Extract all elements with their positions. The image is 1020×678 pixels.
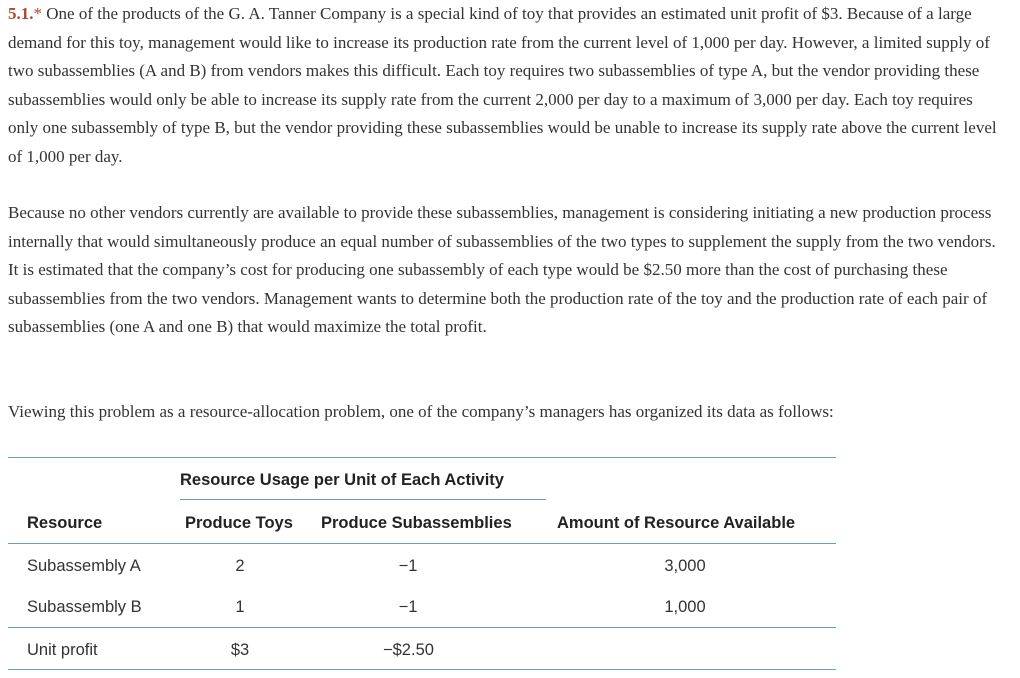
header-resource: Resource: [27, 514, 103, 532]
header-amount-available: Amount of Resource Available: [557, 514, 796, 532]
row-subassembly-b-label: Subassembly B: [27, 598, 142, 616]
header-produce-toys: Produce Toys: [185, 514, 293, 532]
header-rule: [8, 543, 836, 544]
group-header-rule: [180, 499, 546, 500]
problem-paragraph-2: Because no other vendors currently are available to provide these subassemblies, management is considering initiating a new production process internally that would simultaneously produce an equal number of subassemblies of the two types to supplement the supply from the two vendors. It is estimated that the company’s cost for producing one subassembly of each type would be $2.50 more than the cost of purchasing these subassemblies from the two vendors. Management wants to determine both the production rate of the toy and the production rate of each pair of subassemblies (one A and one B) that would maximize the total profit.: [8, 203, 996, 337]
paragraph-1-text: One of the products of the G. A. Tanner Company is a special kind of toy that provides an estimated unit profit of $3. Because of a large demand for this toy, management would like to increase its production rate from the current level of 1,000 per day. However, a limited supply of two subassemblies (A and B) from vendors makes this difficult. Each toy requires two subassemblies of type A, but the vendor providing these subassemblies would only be able to increase its supply rate from the current 2,000 per day to a maximum of 3,000 per day. Each toy requires only one subassembly of type B, but the vendor providing these subassemblies would be unable to increase its supply rate above the current level of 1,000 per day.: [8, 4, 997, 166]
problem-paragraph-1: [0, 0, 998, 172]
row-unit-profit-label: Unit profit: [27, 641, 98, 659]
row-subassembly-b-available: 1,000: [664, 598, 706, 616]
row-unit-profit-subassemblies: −$2.50: [383, 641, 434, 659]
body-rule: [8, 627, 836, 628]
problem-number: 5.1.: [8, 4, 34, 23]
row-subassembly-a-subassemblies: −1: [398, 557, 418, 575]
row-unit-profit-toys: $3: [230, 641, 250, 659]
table-top-rule: [8, 457, 836, 458]
problem-star: *: [33, 4, 42, 23]
problem-paragraph-3: Viewing this problem as a resource-allocation problem, one of the company’s managers has organized its data as follows:: [8, 402, 834, 421]
row-subassembly-a-toys: 2: [235, 557, 245, 575]
table-bottom-rule: [8, 669, 836, 670]
row-subassembly-b-subassemblies: −1: [398, 598, 418, 616]
row-subassembly-a-available: 3,000: [664, 557, 706, 575]
row-subassembly-a-label: Subassembly A: [27, 557, 141, 575]
group-header: Resource Usage per Unit of Each Activity: [180, 471, 504, 489]
header-produce-subassemblies: Produce Subassemblies: [321, 514, 512, 532]
row-subassembly-b-toys: 1: [235, 598, 245, 616]
